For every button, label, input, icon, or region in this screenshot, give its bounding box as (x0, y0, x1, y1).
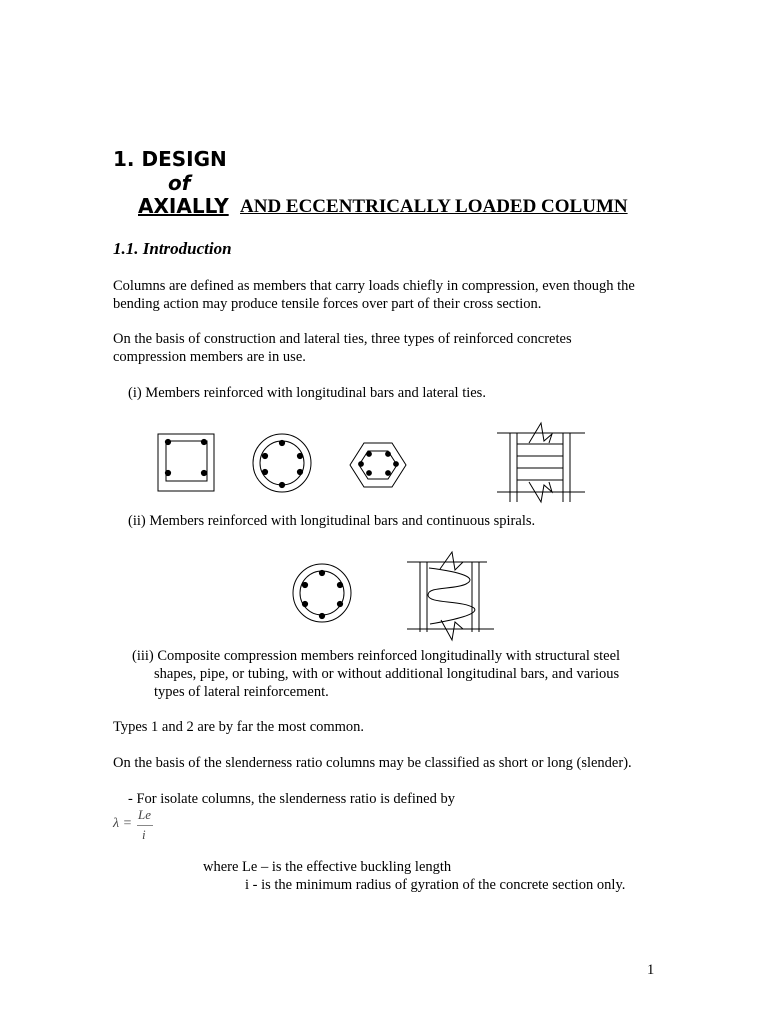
formula-fraction-bar (137, 825, 153, 826)
heading-subtitle: AND ECCENTRICALLY LOADED COLUMN (240, 196, 628, 217)
type-iii-text-line-2: shapes, pipe, or tubing, with or without additional longitudinal bars, and various (154, 666, 620, 682)
paragraph-1-line-2: bending action may produce tensile forces over part of their cross section. (113, 296, 542, 312)
section-title: 1.1. Introduction (113, 239, 232, 258)
slenderness-classification-text: On the basis of the slenderness ratio columns may be classified as short or long (slender). (113, 755, 632, 771)
spiral-column-elevation-figure (407, 552, 494, 640)
formula-numerator: Le (138, 807, 151, 822)
paragraph-2-line-2: compression members are in use. (113, 349, 306, 365)
isolate-columns-text: - For isolate columns, the slenderness ratio is defined by (128, 791, 455, 807)
common-types-text: Types 1 and 2 are by far the most common. (113, 719, 365, 735)
heading-of: of (168, 171, 191, 195)
type-i-text: (i) Members reinforced with longitudinal bars and lateral ties. (128, 385, 486, 401)
type-iii-text-line-1: (iii) Composite compression members reinforced longitudinally with structural steel (132, 648, 621, 664)
formula-lhs: λ = (113, 816, 133, 831)
where-line-2: i - is the minimum radius of gyration of the concrete section only. (245, 877, 626, 893)
type-iii-text-line-3: types of lateral reinforcement. (154, 684, 329, 700)
where-line-1: where Le – is the effective buckling length (203, 859, 452, 875)
heading-title: 1. DESIGN (113, 147, 227, 171)
paragraph-2-line-1: On the basis of construction and lateral ties, three types of reinforced concretes (113, 331, 572, 347)
page-number: 1 (647, 962, 655, 978)
formula-denominator: i (142, 827, 146, 842)
circular-spiral-section-figure (293, 564, 351, 622)
paragraph-1-line-1: Columns are defined as members that carry loads chiefly in compression, even though the (113, 278, 635, 294)
heading-axially: AXIALLY (138, 194, 229, 218)
type-ii-text: (ii) Members reinforced with longitudinal bars and continuous spirals. (128, 513, 536, 529)
